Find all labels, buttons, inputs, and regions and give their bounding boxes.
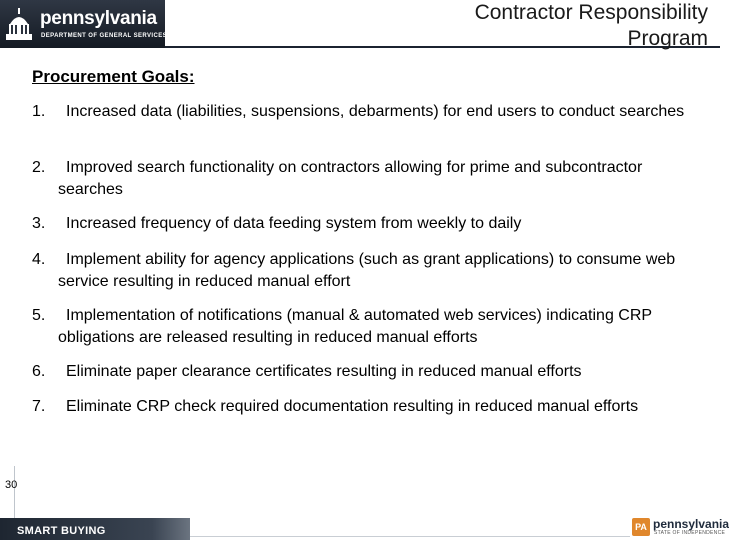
- goal-number: 3.: [32, 215, 46, 232]
- pa-state-logo: [632, 516, 729, 540]
- footer: [0, 517, 729, 540]
- goal-item: [32, 101, 702, 123]
- header-logo-band: [0, 0, 168, 48]
- footer-divider: [190, 536, 630, 537]
- goal-number: 7.: [32, 398, 46, 415]
- goal-text: Increased frequency of data feeding system from weekly to daily: [66, 215, 522, 232]
- goal-text: Improved search functionality on contractors allowing for prime and subcontractor searches: [58, 159, 643, 198]
- section-title: Procurement Goals:: [32, 67, 195, 86]
- goal-text: Eliminate paper clearance certificates resulting in reduced manual efforts: [66, 363, 582, 380]
- goal-item: [32, 361, 702, 383]
- goal-number: 1.: [32, 103, 46, 120]
- dgs-logo: [4, 6, 168, 44]
- goal-number: 5.: [32, 307, 46, 324]
- footer-accent-line: [14, 466, 15, 522]
- goal-item: [32, 213, 702, 235]
- goal-text: Implement ability for agency applications (such as grant applications) to consume web service resulting in reduced manual effort: [58, 251, 676, 290]
- goal-number: 4.: [32, 251, 46, 268]
- goal-text: Implementation of notifications (manual & automated web services) indicating CRP obligations are released resulting in reduced manual efforts: [58, 307, 652, 346]
- page-title: [378, 0, 708, 52]
- goal-item: [32, 249, 702, 293]
- goal-number: 6.: [32, 363, 46, 380]
- goal-text: Eliminate CRP check required documentation resulting in reduced manual efforts: [66, 398, 639, 415]
- pa-badge-icon: PA: [632, 518, 650, 536]
- logo-wordmark: pennsylvania: [40, 8, 157, 29]
- logo-subtitle: DEPARTMENT OF GENERAL SERVICES: [41, 33, 168, 39]
- header: [0, 0, 720, 48]
- goal-text: Increased data (liabilities, suspensions, debarments) for end users to conduct searches: [66, 103, 685, 120]
- page-number: 30: [5, 479, 18, 491]
- footer-label-band: [0, 518, 190, 540]
- goal-item: [32, 157, 702, 201]
- footer-logo-wordmark: pennsylvania: [653, 517, 729, 531]
- goal-item: [32, 305, 702, 349]
- footer-label: SMART BUYING: [17, 525, 106, 537]
- page-title-line-1: Contractor Responsibility: [474, 1, 708, 24]
- page-title-line-2: Program: [627, 27, 708, 50]
- capitol-dome-icon: [4, 6, 34, 42]
- footer-logo-tagline: STATE OF INDEPENDENCE: [654, 530, 726, 536]
- goal-number: 2.: [32, 159, 46, 176]
- goal-item: [32, 396, 702, 418]
